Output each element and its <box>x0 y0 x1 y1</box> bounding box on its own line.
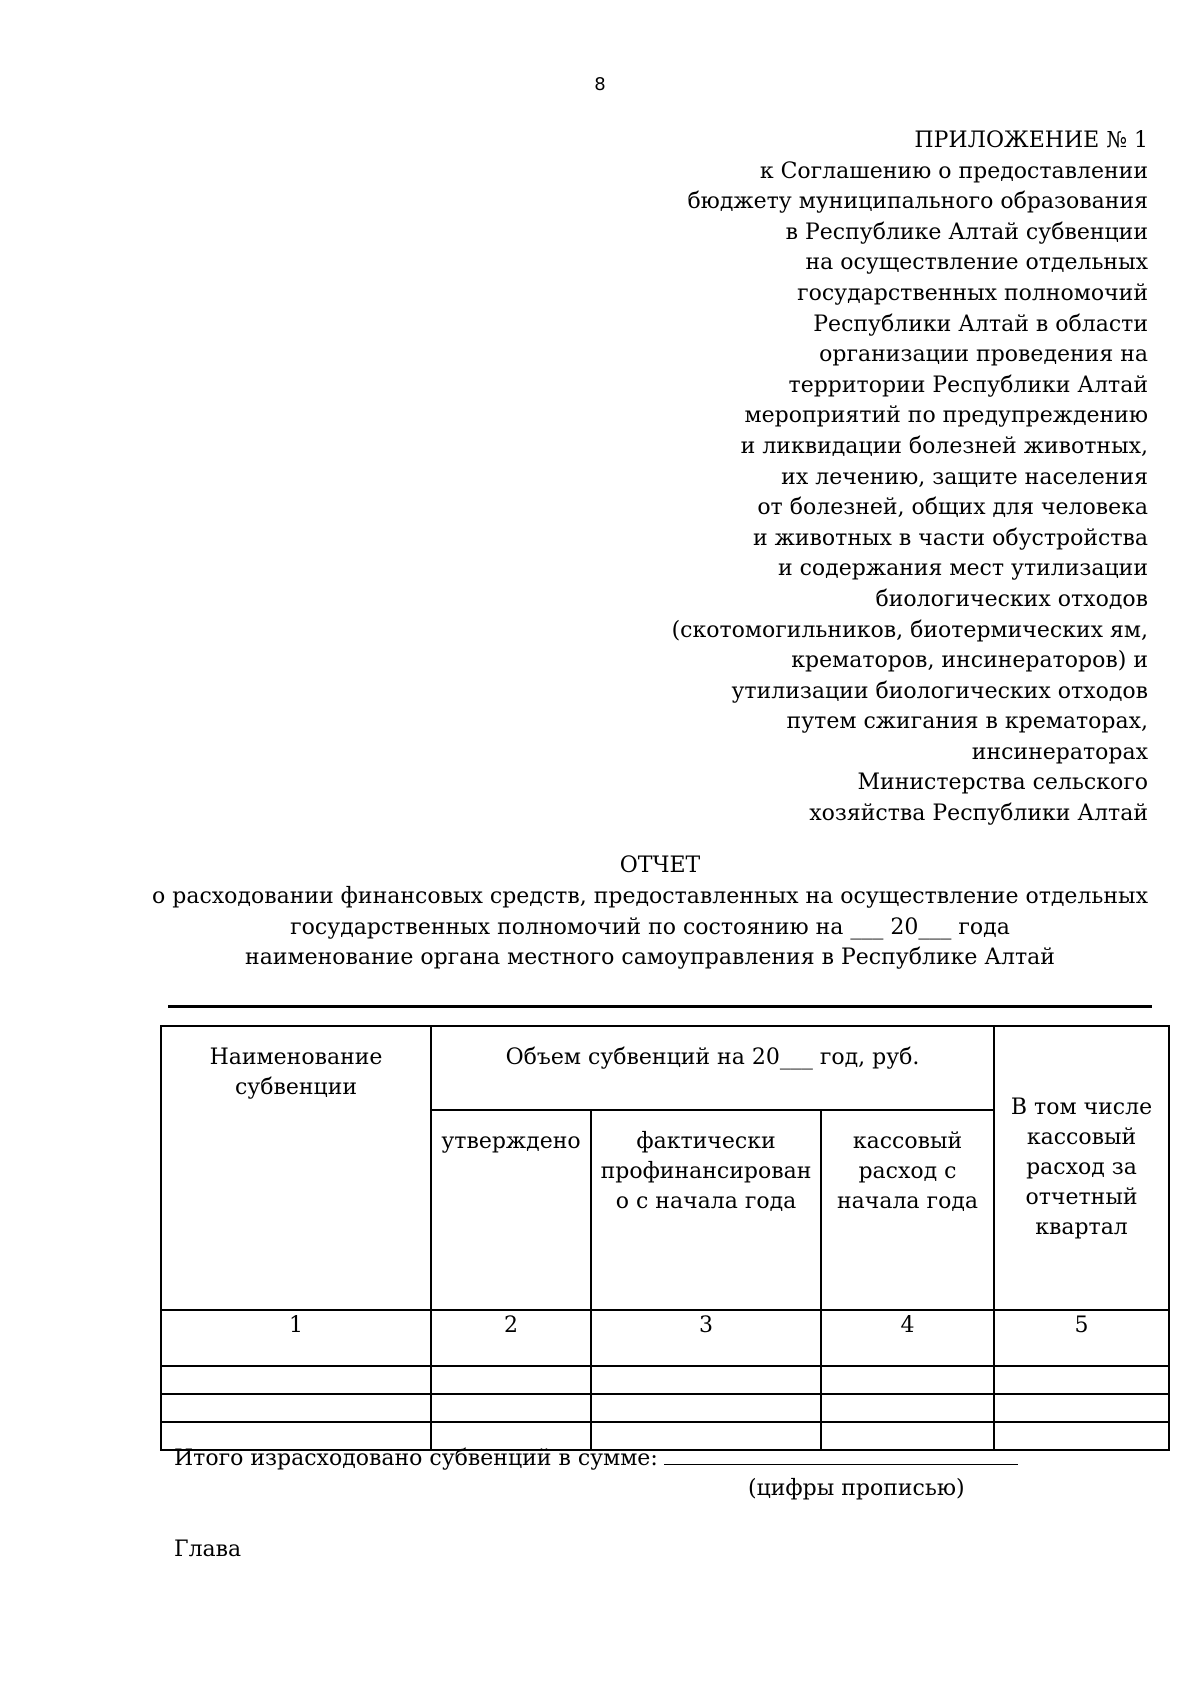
appendix-line: утилизации биологических отходов <box>731 678 1148 704</box>
appendix-line: организации проведения на <box>819 342 1148 368</box>
total-amount-blank[interactable] <box>664 1442 1018 1465</box>
appendix-line: Министерства сельского <box>857 770 1148 796</box>
column-number: 2 <box>431 1310 591 1366</box>
appendix-line: в Республике Алтай субвенции <box>785 219 1148 245</box>
appendix-line: путем сжигания в крематорах, <box>786 709 1148 735</box>
report-subtitle <box>150 882 1150 974</box>
appendix-line: и ликвидации болезней животных, <box>740 433 1148 459</box>
table-cell[interactable] <box>994 1422 1169 1450</box>
header-quarter-expense: В том числе кассовый расход за отчетный квартал <box>994 1026 1169 1310</box>
appendix-line: к Соглашению о предоставлении <box>759 158 1148 184</box>
appendix-line: крематоров, инсинераторов) и <box>791 648 1148 674</box>
table-cell[interactable] <box>821 1394 994 1422</box>
appendix-line: мероприятий по предупреждению <box>744 403 1148 429</box>
table-cell[interactable] <box>591 1366 821 1394</box>
appendix-line: хозяйства Республики Алтай <box>809 801 1148 827</box>
appendix-title: ПРИЛОЖЕНИЕ № 1 <box>914 128 1148 153</box>
report-subtitle-line: о расходовании финансовых средств, предоставленных на осуществление отдельных <box>152 884 1148 909</box>
report-subtitle-line: наименование органа местного самоуправления в Республике Алтай <box>245 945 1055 970</box>
table-row <box>161 1394 1169 1422</box>
report-title: ОТЧЕТ <box>619 853 701 878</box>
header-subvention-volume: Объем субвенций на 20___ год, руб. <box>431 1026 994 1110</box>
table-cell[interactable] <box>821 1366 994 1394</box>
table-row <box>161 1366 1169 1394</box>
appendix-line: их лечению, защите населения <box>781 464 1148 490</box>
digits-note: (цифры прописью) <box>748 1476 965 1501</box>
header-financed: фактически профинансирован о с начала года <box>591 1110 821 1310</box>
appendix-block <box>588 126 1148 830</box>
appendix-line: инсинераторах <box>971 739 1148 765</box>
column-number: 1 <box>161 1310 431 1366</box>
total-label: Итого израсходовано субвенций в сумме: <box>174 1446 658 1471</box>
appendix-line: государственных полномочий <box>797 280 1148 306</box>
appendix-line: биологических отходов <box>875 586 1148 612</box>
divider-line <box>168 1005 1152 1008</box>
page-number: 8 <box>594 74 606 95</box>
appendix-line: на осуществление отдельных <box>805 250 1148 276</box>
table-cell[interactable] <box>431 1394 591 1422</box>
report-table <box>160 1025 1170 1451</box>
appendix-line: и животных в части обустройства <box>752 525 1148 551</box>
signature-label: Глава <box>174 1537 242 1562</box>
report-subtitle-line: государственных полномочий по состоянию на ___ 20___ года <box>290 914 1010 940</box>
table-cell[interactable] <box>431 1366 591 1394</box>
appendix-line: бюджету муниципального образования <box>687 189 1148 215</box>
appendix-line: территории Республики Алтай <box>788 372 1148 398</box>
table-cell[interactable] <box>994 1394 1169 1422</box>
column-number: 4 <box>821 1310 994 1366</box>
header-cash-expense: кассовый расход с начала года <box>821 1110 994 1310</box>
header-approved: утверждено <box>431 1110 591 1310</box>
table-cell[interactable] <box>161 1394 431 1422</box>
appendix-line: Республики Алтай в области <box>813 311 1148 337</box>
table-cell[interactable] <box>161 1366 431 1394</box>
column-number: 5 <box>994 1310 1169 1366</box>
table-cell[interactable] <box>591 1394 821 1422</box>
header-subvention-name: Наименование субвенции <box>161 1026 431 1310</box>
appendix-line: от болезней, общих для человека <box>757 495 1148 521</box>
column-number: 3 <box>591 1310 821 1366</box>
appendix-line: и содержания мест утилизации <box>777 556 1148 582</box>
appendix-line: (скотомогильников, биотермических ям, <box>671 617 1148 643</box>
total-line <box>174 1442 1018 1474</box>
table-cell[interactable] <box>994 1366 1169 1394</box>
column-number-row <box>161 1310 1169 1366</box>
table-header-row <box>161 1026 1169 1110</box>
